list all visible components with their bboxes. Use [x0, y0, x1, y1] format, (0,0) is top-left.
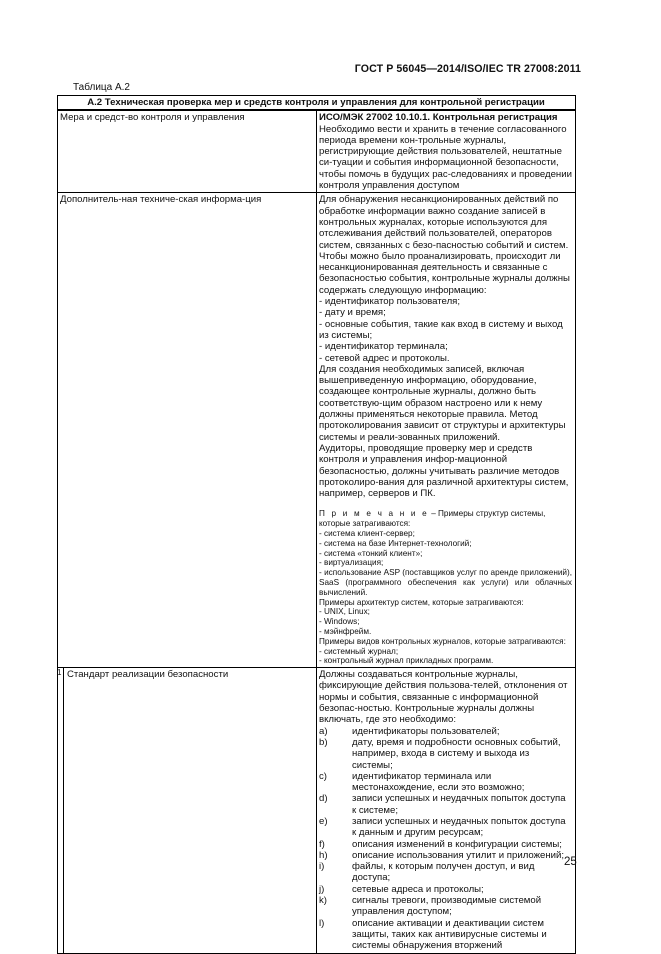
item-key: a) [319, 725, 328, 737]
item-key: c) [319, 770, 327, 782]
item-key: e) [319, 816, 328, 827]
item-value: идентификатор терминала или местонахождение, если это возможно; [352, 770, 525, 794]
item-key: f) [319, 838, 325, 850]
item-value: сетевые адреса и протоколы; [352, 883, 484, 895]
item-key: k) [319, 895, 327, 907]
note-subheading: Примеры архитектур систем, которые затрагиваются: [319, 597, 524, 607]
paragraph: Аудиторы, проводящие проверку мер и средств контроля и управления инфор-мационной безопасностью, должны учитывать различие методов протоколиро-вания для различной архитектуры систем, например, серверов и ПК. [319, 442, 569, 500]
note-label: П р и м е ч а н и е [319, 509, 429, 519]
paragraph: Для создания необходимых записей, включая вышеприведенную информацию, оборудование, создающее контрольные журналы, должно быть соответствую-щим образом настроено или к нему должны применяться некоторые правила. Метод протоколирования зависит от структуры и архитектуры системы и реали-зованных приложений. [319, 363, 566, 443]
page-number: 25 [564, 856, 577, 868]
item-value: сигналы тревоги, производимые системой управления доступом; [352, 895, 542, 918]
list-item [319, 839, 572, 850]
note-item: - виртуализация; [319, 558, 384, 568]
item-value: дату, время и подробности основных событий, например, входа в систему и выхода из системы; [352, 736, 561, 771]
note-item: - Windows; [319, 617, 360, 627]
item-key: i) [319, 861, 325, 873]
note-item: - мэйнфрейм. [319, 626, 372, 636]
paragraph: Для обнаружения несанкционированных действий по обработке информации важно создание записей в контрольных журналах, которые используются для отслеживания действий пользователей, операторов систем, связанных с безо-пасностью событий и систем. [319, 194, 569, 251]
item-key: h) [319, 849, 328, 861]
paragraph: Должны создаваться контрольные журналы, фиксирующие действия пользова-телей, отклонения от нормы и события, связанные с информационной безопас-ностью. Контрольные журналы должны включать, где это необходимо: [319, 669, 568, 726]
list-item [319, 737, 572, 771]
item-value: записи успешных и неудачных попыток доступа к данным и другим ресурсам; [352, 816, 566, 839]
list-item: - дату и время; [319, 307, 386, 319]
table-row [58, 668, 576, 953]
note-item: - контрольный журнал прикладных программ. [319, 656, 494, 666]
row-label-text: Стандарт реализации безопасности [67, 669, 229, 681]
item-key: d) [319, 793, 328, 805]
list-item [319, 726, 572, 737]
list-item [319, 895, 572, 918]
row-content-additional-info [317, 193, 576, 668]
control-table [57, 95, 576, 954]
item-key: l) [319, 917, 325, 929]
item-value: описание активации и деактивации систем защиты, таких как антивирусные системы и системы обнаружения вторжений [352, 917, 547, 952]
note-item: - использование ASP (поставщиков услуг по аренде приложений), SaaS (программного обеспечения как услуги) или облачных вычислений. [319, 568, 572, 597]
list-item: - сетевой адрес и протоколы. [319, 352, 450, 364]
row-label-additional-info: Дополнитель-ная техниче-ская информа-ция [58, 193, 317, 668]
divider [63, 668, 64, 952]
item-value: идентификаторы пользователей; [352, 725, 500, 737]
note-item: - UNIX, Linux; [319, 607, 370, 617]
row-content-control [317, 110, 576, 193]
note-item: - системный журнал; [319, 646, 399, 656]
row-label-control: Мера и средст-во контроля и управления [58, 110, 317, 193]
note-heading: – Примеры структур системы, которые затрагиваются: [319, 509, 546, 529]
note-item: - система «тонкий клиент»; [319, 548, 423, 558]
note [319, 509, 572, 529]
list-item: - идентификатор терминала; [319, 341, 448, 353]
table-title: А.2 Техническая проверка мер и средств контроля и управления для контрольной регистрации [58, 96, 576, 111]
table-caption: Таблица А.2 [73, 82, 130, 93]
item-key: j) [319, 883, 325, 895]
paragraph: Чтобы можно было проанализировать, происходит ли несанкционированная деятельность и связанные с безопасностью события, контрольные журналы должны содержать следующую информацию: [319, 250, 570, 296]
list-item [319, 884, 572, 895]
list-item [319, 918, 572, 952]
item-key: b) [319, 736, 328, 748]
document-header: ГОСТ Р 56045—2014/ISO/IEC TR 27008:2011 [354, 63, 581, 75]
table-row [58, 110, 576, 193]
list-item [319, 793, 572, 816]
item-value: описание использования утилит и приложений; [352, 849, 565, 861]
table-row [58, 193, 576, 668]
row-marker: 1 [57, 668, 62, 678]
spacer [319, 499, 572, 509]
row-content-standard [317, 668, 576, 953]
list-item: - идентификатор пользователя; [319, 296, 461, 308]
item-value: файлы, к которым получен доступ, и вид доступа; [352, 861, 535, 884]
item-value: описания изменений в конфигурации системы; [352, 838, 562, 850]
note-item: - система клиент-сервер; [319, 528, 415, 538]
note-subheading: Примеры видов контрольных журналов, которые затрагиваются: [319, 636, 566, 646]
list-item [319, 850, 572, 861]
list-item [319, 861, 572, 884]
list-item: - основные события, такие как вход в систему и выход из системы; [319, 318, 563, 341]
item-value: записи успешных и неудачных попыток доступа к системе; [352, 793, 566, 816]
row-label-standard [58, 668, 317, 953]
table-title-row [58, 96, 576, 111]
list-item [319, 771, 572, 794]
control-heading: ИСО/МЭК 27002 10.10.1. Контрольная регистрация [319, 112, 558, 124]
note-item: - система на базе Интернет-технологий; [319, 538, 472, 548]
list-item [319, 816, 572, 839]
control-text: Необходимо вести и хранить в течение согласованного периода времени кон-трольные журналы, регистрирующие действия пользователей, нештатные си-туации и события информационной безопасности, чтобы помочь в будущих рас-следованиях и проведении контроля управления доступом [319, 123, 572, 192]
